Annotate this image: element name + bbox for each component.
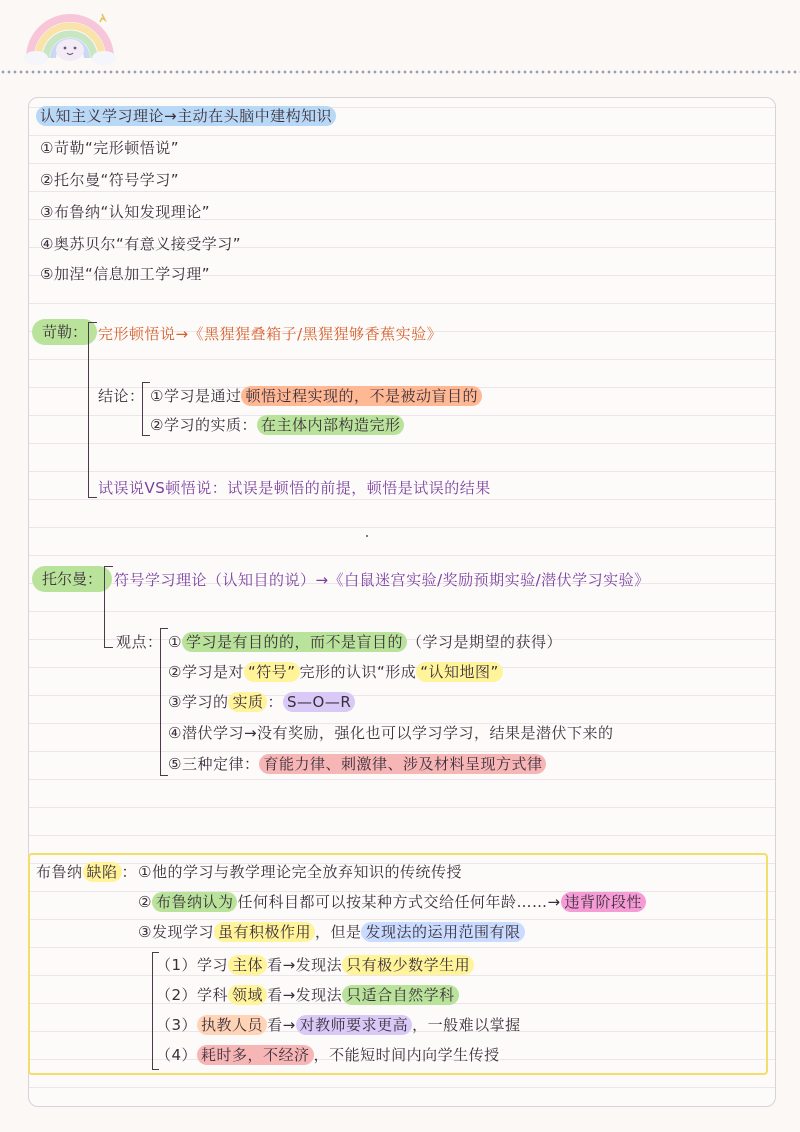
kohler-conclusion-brace <box>142 382 150 436</box>
tolman-point-5: ⑤三种定律： 育能力律、刺激律、涉及材料呈现方式律 <box>168 754 546 774</box>
kohler-vs: 试误说VS顿悟说：试误是顿悟的前提，顿悟是试误的结果 <box>98 479 491 497</box>
bruner-defect-3: ③发现学习 虽有积极作用 ，但是 发现法的运用范围有限 <box>138 922 525 942</box>
tolman-view-brace <box>160 628 168 776</box>
tolman-theory: 符号学习理论（认知目的说）→《白鼠迷宫实验/奖励预期实验/潜伏学习实验》 <box>114 571 650 589</box>
bruner-sub-1: （1）学习 主体 看→发现法 只有极少数学生用 <box>156 955 474 975</box>
kohler-label: 苛勒： <box>32 319 97 345</box>
tolman-point-4: ④潜伏学习→没有奖励，强化也可以学习学习，结果是潜伏下来的 <box>168 724 614 742</box>
bruner-label: 布鲁纳 缺陷 ： <box>36 863 138 881</box>
tolman-brace <box>104 566 113 648</box>
tolman-view-label: 观点： <box>116 633 163 651</box>
tolman-point-1: ① 学习是有目的的，而不是盲目的 （学习是期望的获得） <box>168 633 562 651</box>
bruner-sub-2: （2）学科 领域 看→发现法 只适合自然学科 <box>156 985 459 1005</box>
tolman-point-2: ②学习是对 “符号” 完形的认识“形成 “认知地图” <box>168 662 503 682</box>
kohler-conclusion-1: ①学习是通过 顿悟过程实现的，不是被动盲目的 <box>150 386 482 406</box>
bruner-defect-2: ② 布鲁纳认为 任何科目都可以按某种方式交给任何年龄……→ 违背阶段性 <box>138 892 646 912</box>
tolman-label: 托尔曼： <box>32 566 112 592</box>
kohler-conclusion-2: ②学习的实质： 在主体内部构造完形 <box>150 415 404 435</box>
overview-item-1: ①苛勒“完形顿悟说” <box>40 139 179 157</box>
kohler-conclusion-label: 结论： <box>98 387 145 405</box>
stray-dot <box>366 535 368 537</box>
overview-item-2: ②托尔曼“符号学习” <box>40 171 179 189</box>
overview-item-3: ③布鲁纳“认知发现理论” <box>40 203 210 221</box>
kohler-theory: 完形顿悟说→《黑猩猩叠箱子/黑猩猩够香蕉实验》 <box>98 325 443 343</box>
tolman-point-3: ③学习的 实质 ： S—O—R <box>168 692 355 712</box>
bruner-sub-4: （4） 耗时多，不经济 ，不能短时间内向学生传授 <box>156 1046 500 1064</box>
bruner-sub-3: （3） 执教人员 看→ 对教师要求更高 ，一般难以掌握 <box>156 1016 521 1034</box>
overview-title: 认知主义学习理论→主动在头脑中建构知识 <box>36 106 336 126</box>
kohler-brace <box>88 322 97 498</box>
overview-item-4: ④奥苏贝尔“有意义接受学习” <box>40 235 241 253</box>
dotted-divider <box>0 70 800 74</box>
overview-item-5: ⑤加涅“信息加工学习理” <box>40 265 210 283</box>
bruner-defect-1: ①他的学习与教学理论完全放弃知识的传统传授 <box>138 863 462 881</box>
rainbow-sticker <box>22 8 118 66</box>
